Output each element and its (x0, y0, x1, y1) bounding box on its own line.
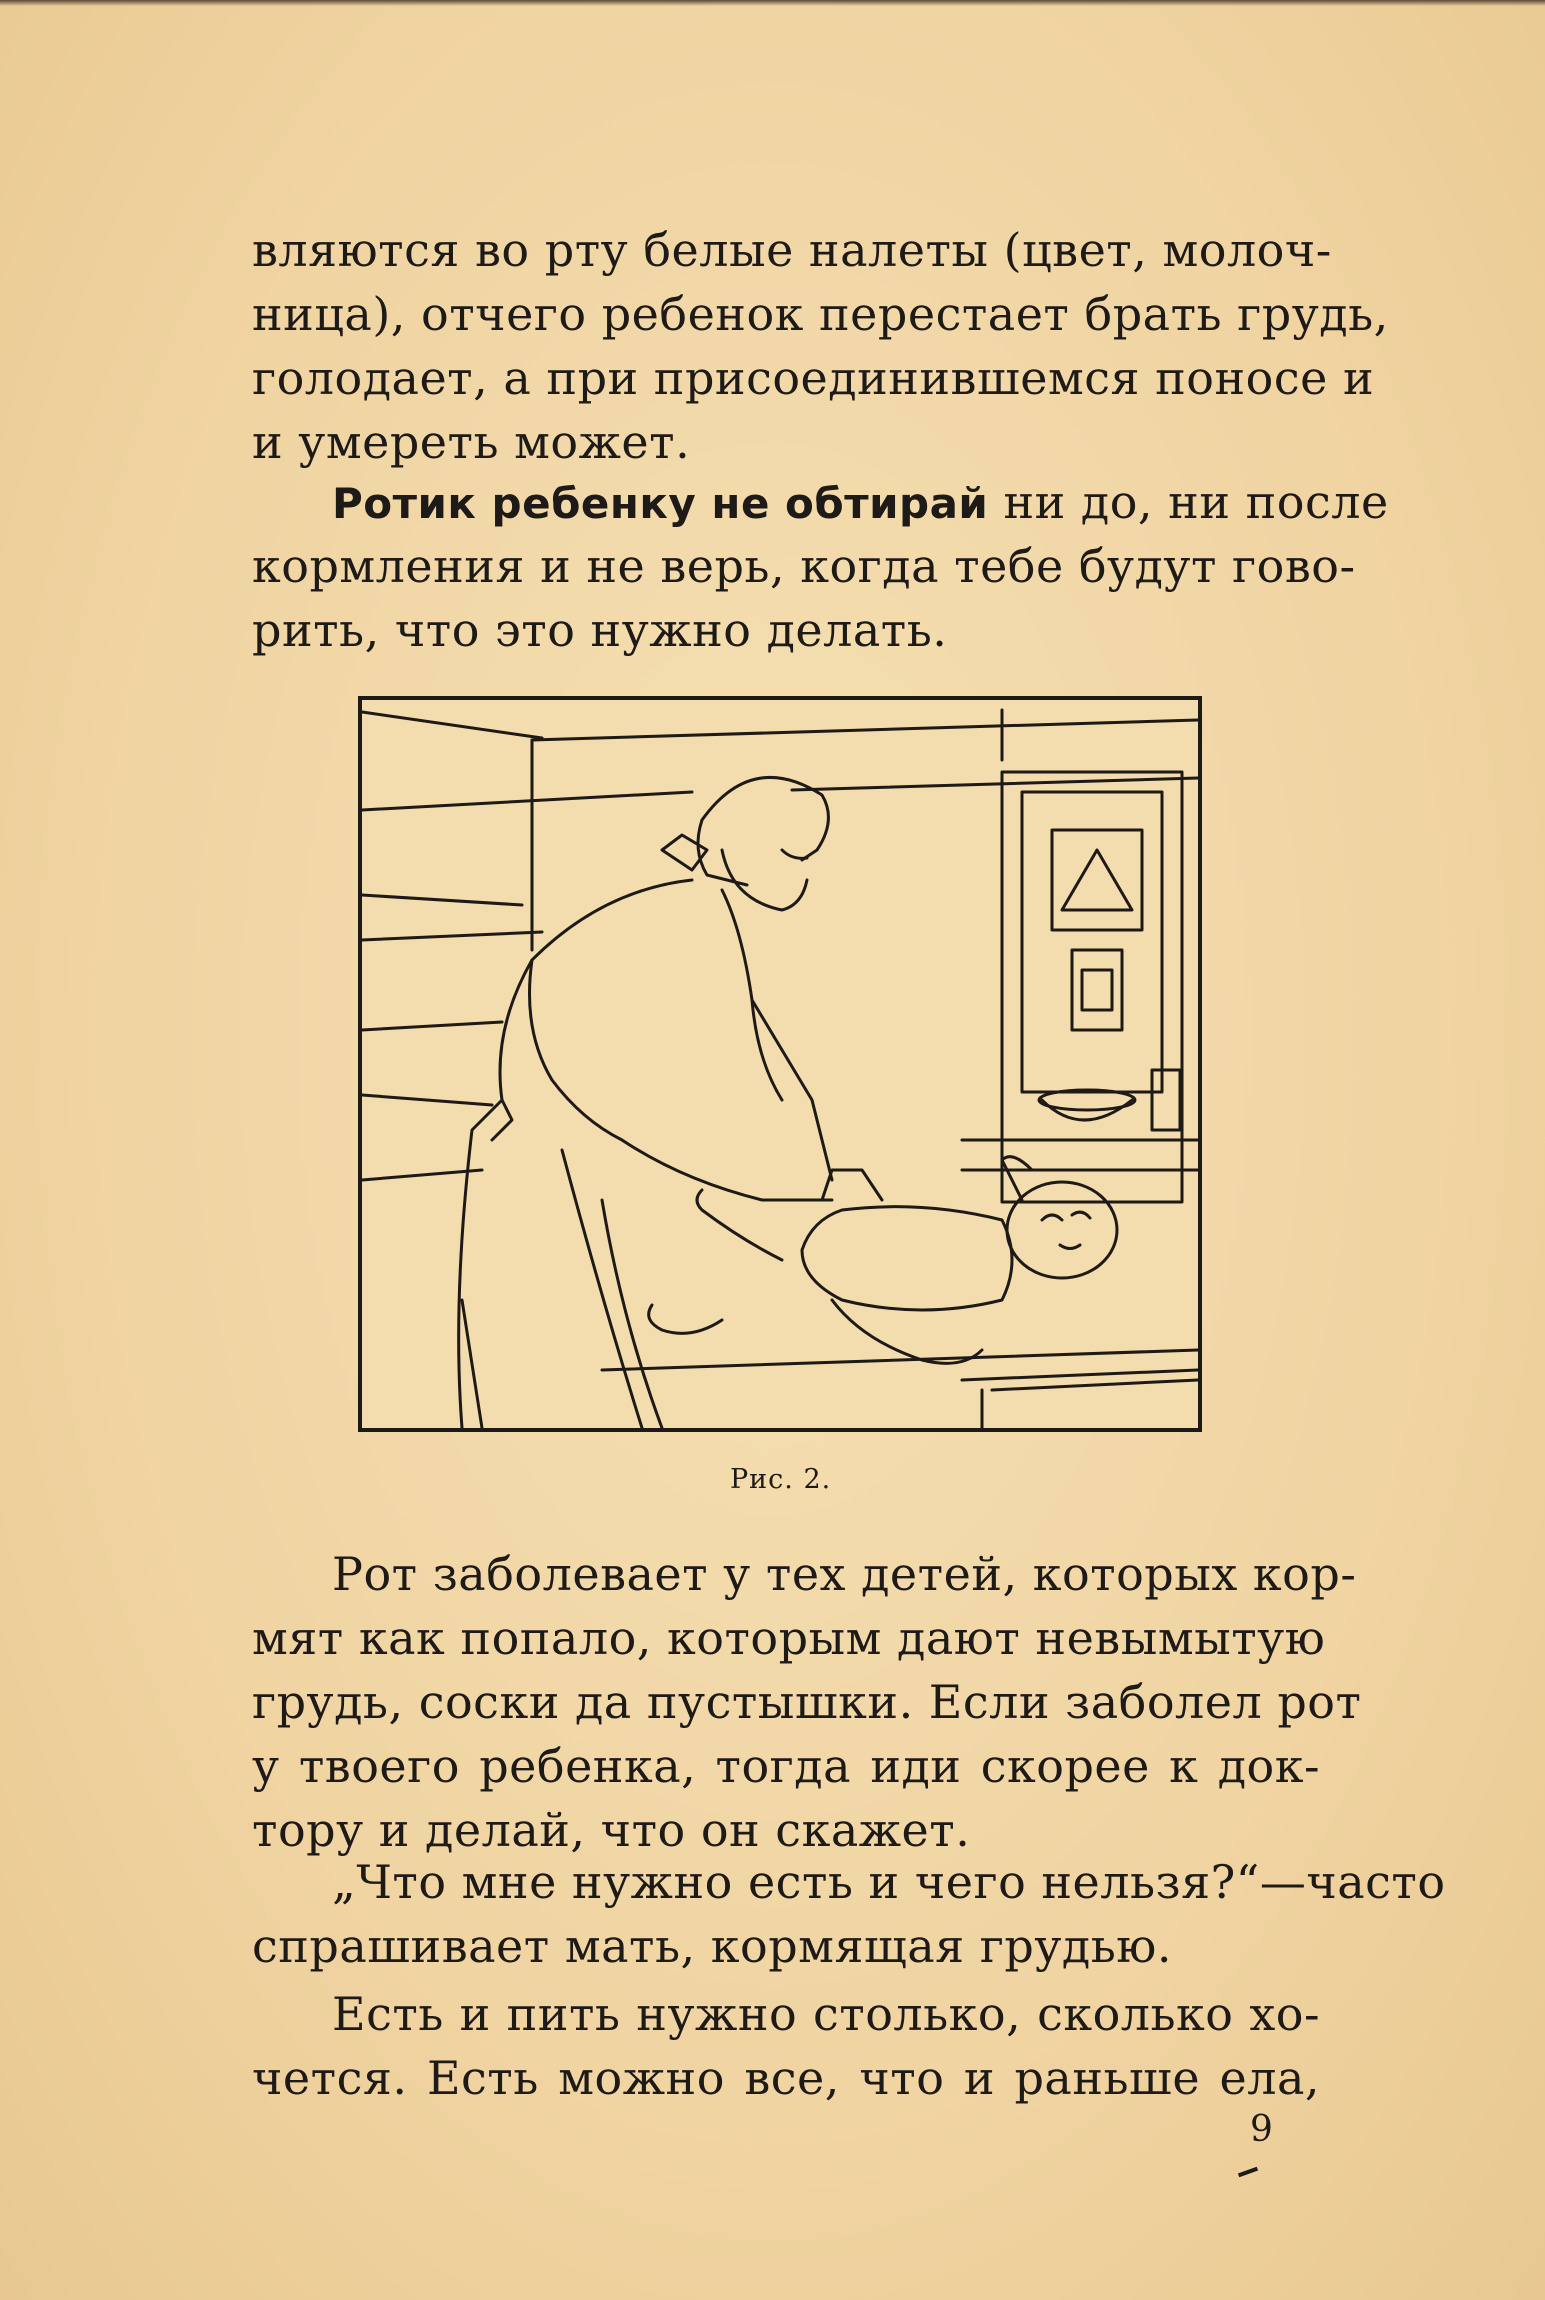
text-line: тору и делай, что он скажет. (252, 1803, 971, 1857)
emphasis-text: Ротик ребенку не обтирай (332, 479, 989, 528)
line-drawing (362, 700, 1198, 1428)
text-line (252, 470, 1389, 534)
page-number: 9 (1250, 2109, 1273, 2150)
text-line: голодает, а при присоединившемся поносе и (252, 351, 1375, 405)
text-line: вляются во рту белые налеты (цвет, молоч- (252, 223, 1332, 277)
text-line: мят как попало, которым дают невымытую (252, 1611, 1326, 1665)
text-line: и умереть может. (252, 415, 691, 469)
paragraph-1 (252, 218, 1389, 474)
figure-caption: Рис. 2. (730, 1464, 832, 1495)
text-span: ни до, ни после (988, 475, 1389, 529)
paragraph-4 (252, 1850, 1446, 1978)
text-line: грудь, соски да пустышки. Если заболел рот (252, 1675, 1362, 1729)
paragraph-3 (252, 1542, 1362, 1862)
text-line: ница), отчего ребенок перестает брать грудь, (252, 287, 1389, 341)
text-line: „Что мне нужно есть и чего нельзя?“—часто (332, 1855, 1446, 1909)
page-top-edge (0, 0, 1545, 6)
illustration-mother-swaddling-baby (358, 696, 1202, 1432)
text-line: кормления и не верь, когда тебе будут гово- (252, 539, 1356, 593)
text-line: Рот заболевает у тех детей, которых кор- (332, 1547, 1357, 1601)
paragraph-2 (252, 470, 1389, 662)
text-line: чется. Есть можно все, что и раньше ела, (252, 2051, 1320, 2105)
ink-mark (1238, 2167, 1258, 2178)
text-line: спрашивает мать, кормящая грудью. (252, 1919, 1172, 1973)
paragraph-5 (252, 1982, 1320, 2110)
text-line: Есть и пить нужно столько, сколько хо- (332, 1987, 1320, 2041)
text-line: рить, что это нужно делать. (252, 603, 948, 657)
text-line: у твоего ребенка, тогда иди скорее к док- (252, 1739, 1320, 1793)
